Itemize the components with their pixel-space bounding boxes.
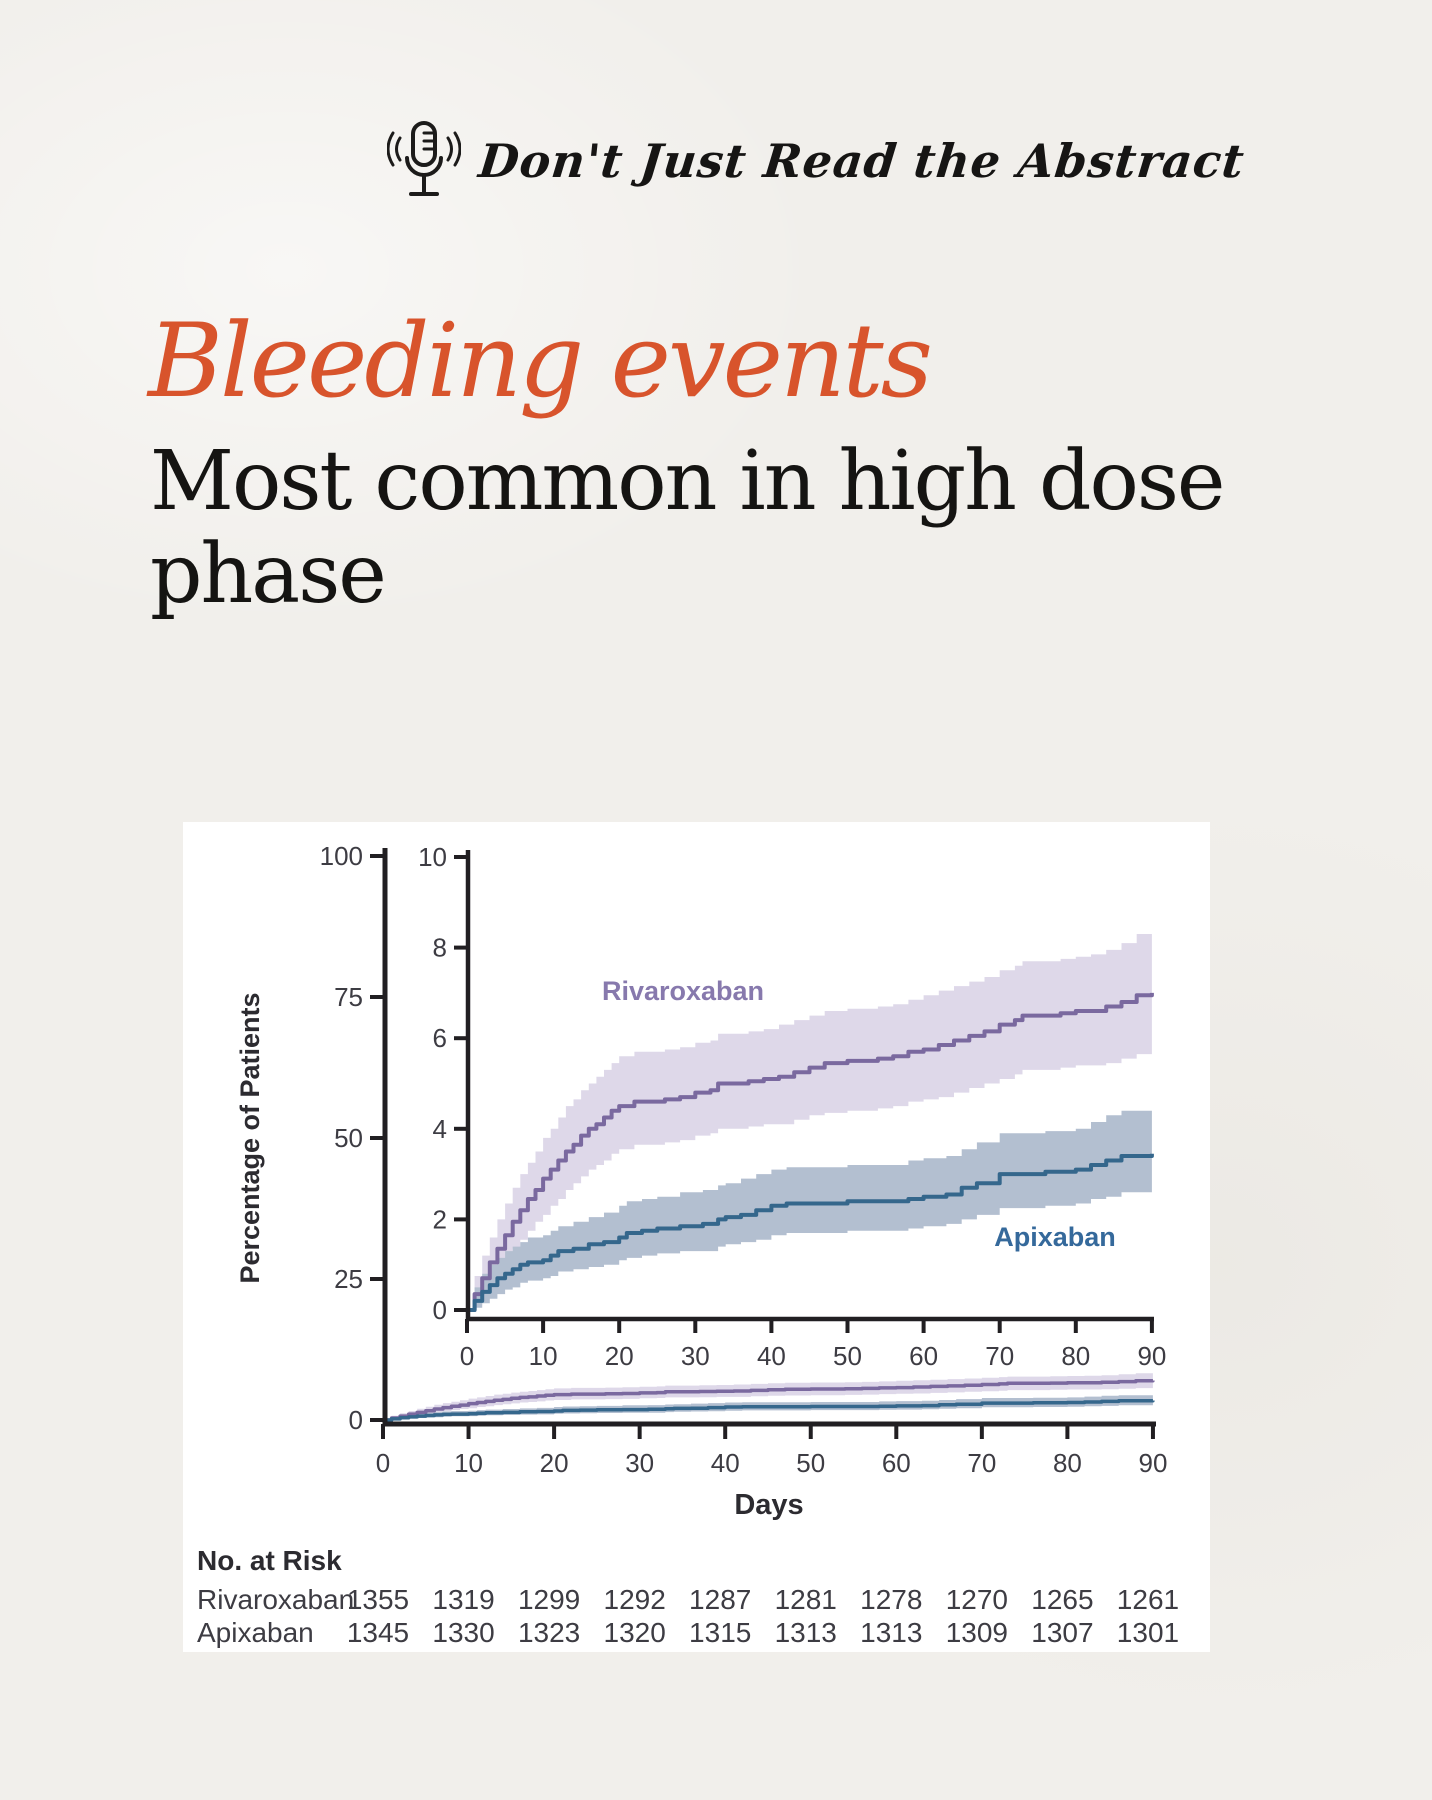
inset-y-tick-label: 2: [432, 1204, 447, 1235]
main-x-tick-label: 80: [1052, 1448, 1082, 1478]
page-title: Bleeding events: [148, 302, 931, 421]
risk-value: 1355: [346, 1584, 410, 1615]
brand-script-text: Don't Just Read the Abstract: [476, 134, 1248, 188]
inset-y-tick-label: 10: [418, 842, 447, 872]
main-y-tick-label: 75: [334, 982, 363, 1012]
inset-y-tick-label: 4: [432, 1113, 447, 1144]
inset-x-tick-label: 70: [985, 1341, 1015, 1371]
x-axis-title: Days: [734, 1489, 804, 1521]
podcast-mic-icon: [387, 118, 461, 204]
main-x-tick-label: 10: [454, 1448, 484, 1478]
y-axis-title: Percentage of Patients: [235, 992, 265, 1284]
risk-value: 1313: [860, 1617, 923, 1648]
risk-row-name-rivaroxaban: Rivaroxaban: [197, 1584, 355, 1615]
inset-x-tick-label: 80: [1061, 1341, 1091, 1371]
risk-value: 1287: [689, 1584, 752, 1615]
risk-value: 1292: [603, 1584, 666, 1615]
inset-y-tick-label: 0: [432, 1295, 447, 1325]
risk-table-title: No. at Risk: [197, 1545, 342, 1576]
main-y-tick-label: 50: [334, 1123, 363, 1153]
inset-x-tick-label: 60: [909, 1341, 939, 1371]
risk-value: 1278: [860, 1584, 923, 1615]
inset-x-tick-label: 50: [833, 1341, 862, 1371]
risk-value: 1313: [774, 1617, 837, 1648]
risk-value: 1270: [945, 1584, 1008, 1615]
inset-x-tick-label: 0: [459, 1341, 475, 1371]
inset-x-tick-label: 30: [680, 1341, 710, 1371]
main-x-tick-label: 70: [967, 1448, 997, 1478]
inset-x-tick-label: 90: [1137, 1341, 1167, 1371]
risk-value: 1315: [689, 1617, 752, 1648]
chart-card: [183, 822, 1210, 1652]
risk-value: 1299: [517, 1584, 581, 1615]
main-x-tick-label: 90: [1138, 1448, 1168, 1478]
main-x-tick-label: 0: [375, 1448, 391, 1478]
risk-value: 1320: [603, 1617, 666, 1648]
rivaroxaban-label: Rivaroxaban: [601, 976, 765, 1006]
risk-value: 1265: [1031, 1584, 1094, 1615]
main-y-tick-label: 0: [348, 1405, 363, 1435]
risk-value: 1301: [1116, 1617, 1180, 1648]
risk-value: 1309: [945, 1617, 1008, 1648]
main-x-tick-label: 40: [710, 1448, 740, 1478]
header: [100, 118, 1432, 204]
inset-x-tick-label: 40: [756, 1341, 786, 1371]
page-subtitle: [150, 436, 1223, 621]
inset-x-tick-label: 20: [604, 1341, 634, 1371]
risk-value: 1345: [346, 1617, 410, 1648]
main-x-tick-label: 20: [539, 1448, 569, 1478]
page-subtitle-line1: Most common in high dose: [150, 434, 1224, 529]
risk-value: 1319: [432, 1584, 495, 1615]
inset-y-tick-label: 8: [432, 932, 447, 963]
main-x-tick-label: 60: [881, 1448, 911, 1478]
risk-row-name-apixaban: Apixaban: [197, 1617, 314, 1648]
inset-x-tick-label: 10: [528, 1341, 558, 1371]
risk-value: 1261: [1116, 1584, 1180, 1615]
inset-y-tick-label: 6: [432, 1023, 447, 1054]
main-y-tick-label: 100: [319, 841, 363, 871]
main-x-tick-label: 30: [625, 1448, 655, 1478]
risk-value: 1330: [432, 1617, 495, 1648]
km-bleeding-events-chart: [183, 822, 1210, 1652]
risk-value: 1323: [517, 1617, 581, 1648]
risk-value: 1307: [1031, 1617, 1094, 1648]
apixaban-label: Apixaban: [994, 1222, 1116, 1252]
risk-value: 1281: [774, 1584, 837, 1615]
main-x-tick-label: 50: [796, 1448, 826, 1478]
main-y-tick-label: 25: [334, 1264, 363, 1294]
page-subtitle-line2: phase: [150, 526, 385, 622]
